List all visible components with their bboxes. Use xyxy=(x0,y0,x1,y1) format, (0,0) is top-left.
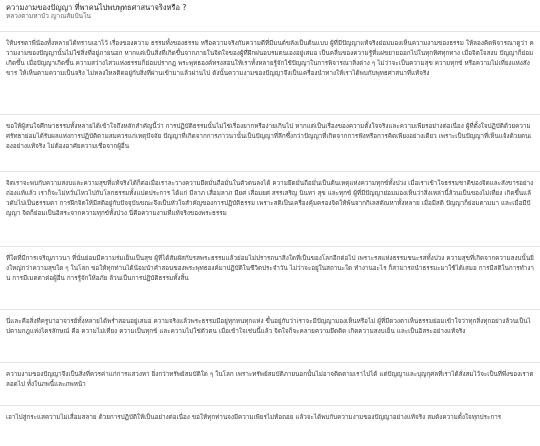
paragraph-1: ให้บรรดาพี่น้องทั้งหลายได้ทราบเอาไว้ เรื่องของความ ธรรมทั้งของธรรม หรือความจริงกับความดีที่มีมนต์ขลังเป็นต้นแบบ ผู้ที่มีปัญญาแท้จริงย่อมมองเห็นความงามของธรรม ให้ลองคิดพิจารณาดูว่า ความงามของปัญญานั้นไม่ใช่สิ่งที่อยู่ภายนอก หากแต่เป็นสิ่งที่เกิดขึ้นจากภายในจิตใจของผู้ที่ฝึกฝนอบรมตนเองอยู่เสมอ เป็นคลื่นของความรู้ที่แผ่ขยายออกไปในทุกทิศทุกทาง เมื่อจิตใจสงบ ปัญญาก็ย่อมเกิดขึ้น เมื่อปัญญาเกิดขึ้น ความสว่างไสวแห่งธรรมก็ย่อมปรากฏ พระพุทธองค์ทรงสอนให้เราทั้งหลายรู้จักใช้ปัญญาในการพิจารณาสิ่งต่าง ๆ ไม่ว่าจะเป็นความสุข ความทุกข์ หรือความไม่เที่ยงแห่งสังขาร ให้เห็นตามความเป็นจริง ไม่หลงใหลติดอยู่กับสิ่งที่ผ่านเข้ามาแล้วผ่านไป ดังนั้นความงามของปัญญาจึงเป็นเครื่องนำทางให้เราได้พบกับพุทธศาสนาที่แท้จริง xyxy=(6,40,534,77)
paragraph-6: ความงามของปัญญาจึงเป็นสิ่งที่ควรค่าแก่การแสวงหา ยิ่งกว่าทรัพย์สมบัติใด ๆ ในโลก เพราะทรัพย์สมบัติภายนอกนั้นไม่อาจติดตามเราไปได้ แต่ปัญญาและบุญกุศลที่เราได้สั่งสมไว้จะเป็นที่พึ่งของเราตลอดไป ทั้งในภพนี้และภพหน้า xyxy=(6,371,534,388)
paragraph-5: นี่และคือสิ่งที่ครูบาอาจารย์ทั้งหลายได้พร่ำสอนอยู่เสมอ ความจริงแล้วพระธรรมมีอยู่ทุกหนทุกแห่ง ขึ้นอยู่กับว่าเราจะมีปัญญามองเห็นหรือไม่ ผู้ที่มีดวงตาเห็นธรรมย่อมเข้าใจว่าทุกสิ่งทุกอย่างล้วนเป็นไปตามกฎแห่งไตรลักษณ์ คือ ความไม่เที่ยง ความเป็นทุกข์ และความไม่ใช่ตัวตน เมื่อเข้าใจเช่นนี้แล้ว จิตใจก็จะคลายความยึดติด เกิดความสงบเย็น และเป็นอิสระอย่างแท้จริง xyxy=(6,318,531,335)
paragraph-2: ขอให้ผู้สนใจศึกษาธรรมทั้งหลายได้เข้าใจถึงหลักสำคัญนี้ว่า การปฏิบัติธรรมนั้นไม่ใช่เรื่องยากหรือง่ายเกินไป หากแต่เป็นเรื่องของความตั้งใจจริงและความเพียรอย่างต่อเนื่อง ผู้ที่ตั้งใจปฏิบัติด้วยความศรัทธาย่อมได้รับผลแห่งการปฏิบัติตามสมควรแก่เหตุปัจจัย ปัญญาที่เกิดจากการภาวนานั้นเป็นปัญญาที่ลึกซึ้งกว่าปัญญาที่เกิดจากการฟังหรือการคิดเพียงอย่างเดียว เพราะเป็นปัญญาที่เห็นแจ้งด้วยตนเองอย่างแท้จริง ไม่ต้องอาศัยความเชื่อจากผู้อื่น xyxy=(6,123,532,150)
document-title: ความงามของปัญญา ที่พาคนไปพบพุทธศาสนาจริงหรือ ? xyxy=(6,3,187,12)
paragraph-4: ที่ใดที่มีการเจริญภาวนา ที่นั่นย่อมมีความร่มเย็นเป็นสุข ผู้ที่ได้สัมผัสกับรสพระธรรมแล้วย่อมไม่ปรารถนาสิ่งใดที่เป็นของโลกอีกต่อไป เพราะรสแห่งธรรมชนะรสทั้งปวง ความสุขที่เกิดจากความสงบนั้นยิ่งใหญ่กว่าความสุขใด ๆ ในโลก ขอให้ทุกท่านได้น้อมนำคำสอนของพระพุทธองค์มาปฏิบัติในชีวิตประจำวัน ไม่ว่าจะอยู่ในสถานะใด ทำงานอะไร ก็สามารถนำธรรมะมาใช้ได้เสมอ การมีสติในการทำงาน การมีเมตตาต่อผู้อื่น การรู้จักให้อภัย ล้วนเป็นการปฏิบัติธรรมทั้งสิ้น xyxy=(6,255,534,282)
document-author: หลวงตามหาบัว ญาณสัมปันโน xyxy=(6,12,91,20)
paragraph-3: จิตเราจะพบกับความสงบและความสุขที่แท้จริงได้ก็ต่อเมื่อเราละวางความยึดมั่นถือมั่นในตัวตนลงได้ ความยึดมั่นถือมั่นเป็นต้นเหตุแห่งความทุกข์ทั้งปวง เมื่อเราเข้าใจธรรมชาติของจิตและสังขารอย่างถ่องแท้แล้ว เราก็จะไม่หวั่นไหวไปกับโลกธรรมทั้งแปดประการ ได้แก่ มีลาภ เสื่อมลาภ มียศ เสื่อมยศ สรรเสริญ นินทา สุข และทุกข์ ผู้ที่มีปัญญาย่อมมองเห็นว่าสิ่งเหล่านี้ล้วนเป็นของไม่เที่ยง เกิดขึ้นแล้วดับไปเป็นธรรมดา การฝึกจิตให้มีสติอยู่กับปัจจุบันขณะจึงเป็นหัวใจสำคัญของการปฏิบัติธรรม เพราะสติเป็นเครื่องคุ้มครองจิตให้พ้นจากกิเลสตัณหาทั้งหลาย เมื่อมีสติ ปัญญาก็ย่อมตามมา และเมื่อมีปัญญา จิตก็ย่อมเป็นอิสระจากความทุกข์ทั้งปวง นี่คือความงามที่แท้จริงของพระธรรม xyxy=(6,180,534,217)
document-header xyxy=(0,0,540,21)
paragraph-7: เอาไปสู่กระแสความไม่เสื่อมสลาย ด้วยการปฏิบัติให้เป็นอย่างต่อเนื่อง ขอให้ทุกท่านจงมีความเพียรไม่ท้อถอย แล้วจะได้พบกับความงามของปัญญาอย่างแท้จริง สมดังความตั้งใจทุกประการ xyxy=(6,414,502,421)
